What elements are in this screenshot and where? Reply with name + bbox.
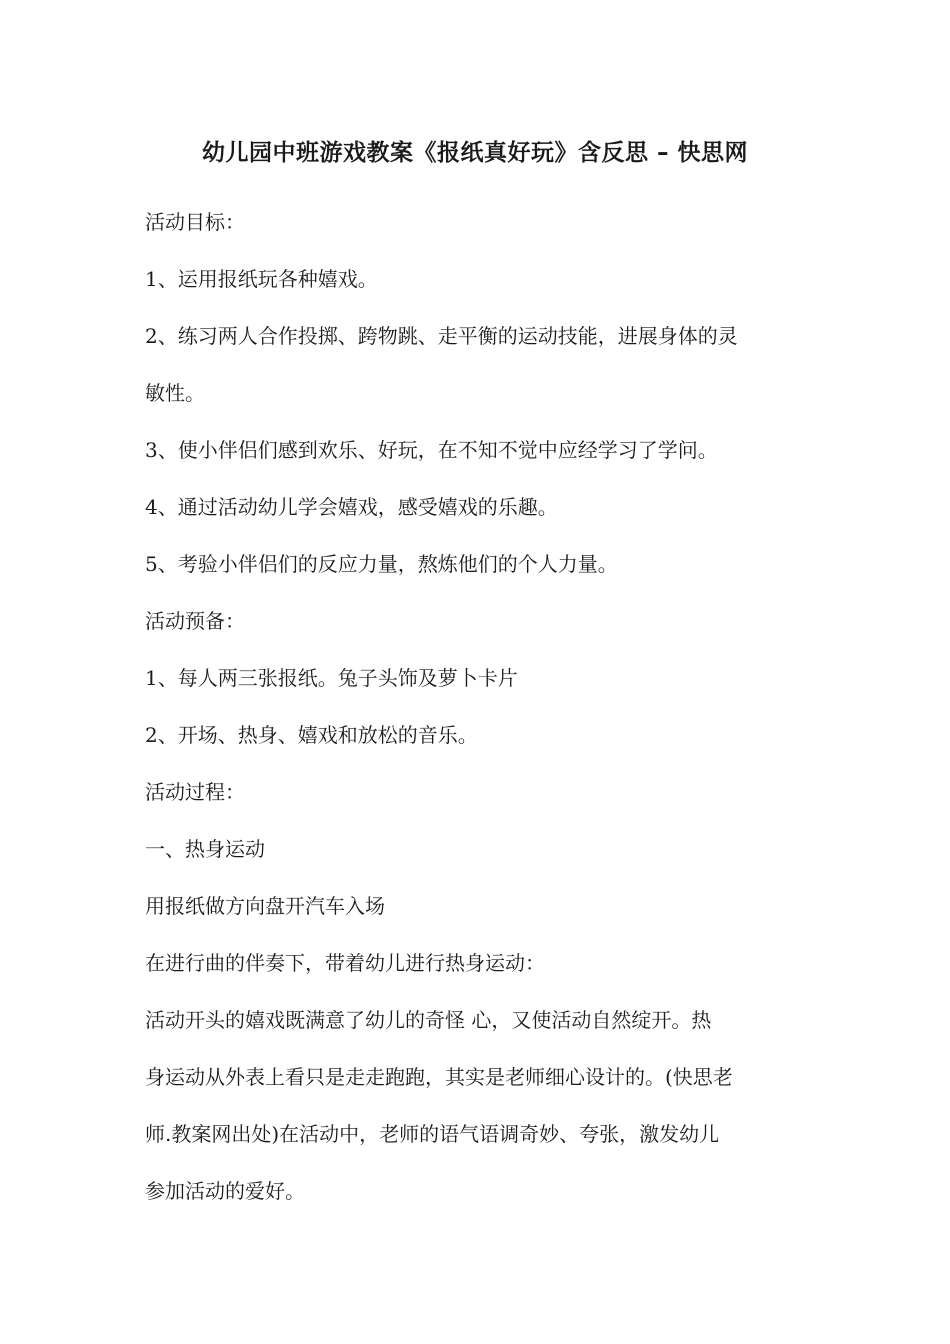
section-heading-preparation: 活动预备： <box>145 609 245 633</box>
goal-item-5: 5、考验小伴侣们的反应力量，熬炼他们的个人力量。 <box>145 552 618 576</box>
process-paragraph-line: 用报纸做方向盘开汽车入场 <box>145 894 385 918</box>
section-heading-process: 活动过程： <box>145 780 245 804</box>
process-paragraph-line: 参加活动的爱好。 <box>145 1179 305 1203</box>
preparation-item-2: 2、开场、热身、嬉戏和放松的音乐。 <box>145 723 478 747</box>
goal-item-1: 1、运用报纸玩各种嬉戏。 <box>145 267 378 291</box>
process-paragraph-line: 在进行曲的伴奏下，带着幼儿进行热身运动： <box>145 951 545 975</box>
preparation-item-1: 1、每人两三张报纸。兔子头饰及萝卜卡片 <box>145 666 518 690</box>
document-title: 幼儿园中班游戏教案《报纸真好玩》含反思 – 快思网 <box>201 140 748 166</box>
section-heading-goals: 活动目标： <box>145 210 245 234</box>
process-paragraph-line: 身运动从外表上看只是走走跑跑，其实是老师细心设计的。(快思老 <box>145 1065 733 1089</box>
process-step-heading-warmup: 一、热身运动 <box>145 837 265 861</box>
process-paragraph-line: 师.教案网出处)在活动中，老师的语气语调奇妙、夸张，激发幼儿 <box>145 1122 720 1146</box>
process-paragraph-line: 活动开头的嬉戏既满意了幼儿的奇怪 心，又使活动自然绽开。热 <box>145 1008 712 1032</box>
goal-item-4: 4、通过活动幼儿学会嬉戏，感受嬉戏的乐趣。 <box>145 495 558 519</box>
goal-item-2: 2、练习两人合作投掷、跨物跳、走平衡的运动技能，进展身体的灵 <box>145 324 738 348</box>
goal-item-3: 3、使小伴侣们感到欢乐、好玩，在不知不觉中应经学习了学问。 <box>145 438 718 462</box>
goal-item-2-continued: 敏性。 <box>145 381 205 405</box>
